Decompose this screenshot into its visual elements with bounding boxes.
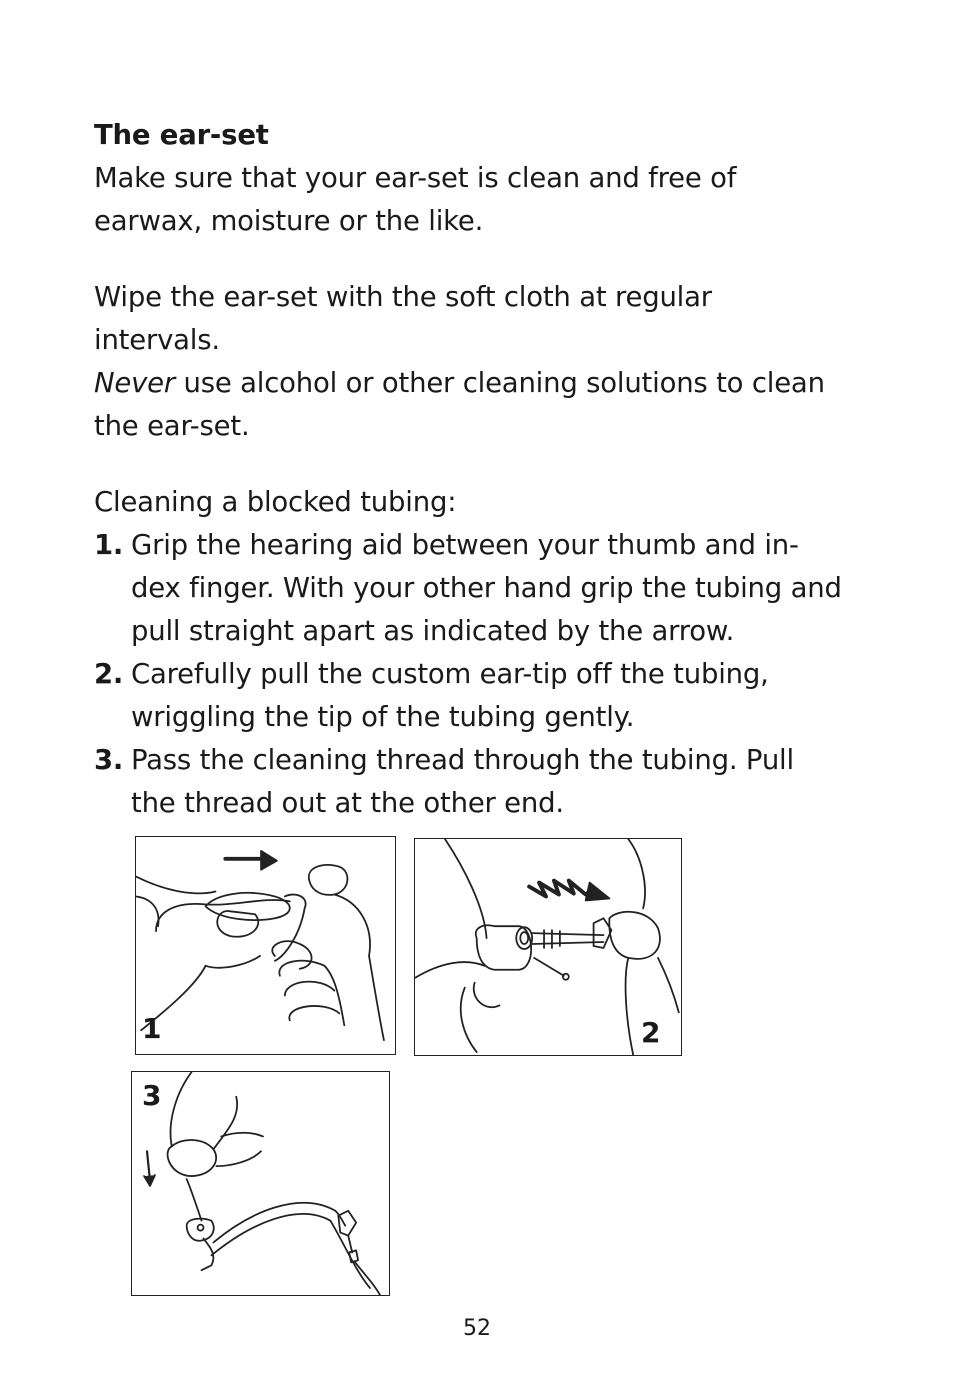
list-item [94, 524, 846, 653]
step-text: Carefully pull the custom ear-tip off the tubing, wriggling the tip of the tubing gently. [131, 658, 769, 733]
steps-intro: Cleaning a blocked tubing: [94, 486, 457, 518]
figure-label: 3 [142, 1079, 162, 1112]
step-text: Grip the hearing aid between your thumb and in-dex finger. With your other hand grip the tubing and pull straight apart as indicated by the arrow. [131, 529, 842, 647]
list-item [94, 739, 846, 825]
step-number: 3. [94, 744, 124, 776]
section-heading: The ear-set [94, 119, 269, 151]
steps-list [94, 524, 846, 825]
paragraph-clean: Make sure that your ear-set is clean and free of earwax, moisture or the like. [94, 162, 737, 237]
paragraph-wipe-line1: Wipe the ear-set with the soft cloth at regular intervals. [94, 281, 712, 356]
paragraph-wipe-rest: Never use alcohol or other cleaning solutions to clean the ear-set. [94, 367, 825, 442]
never-emphasis: Never [94, 367, 175, 399]
figure-label: 1 [142, 1012, 162, 1045]
step-text: Pass the cleaning thread through the tubing. Pull the thread out at the other end. [131, 744, 794, 819]
figure-label: 2 [641, 1016, 661, 1049]
hand-grip-illustration [136, 837, 395, 1054]
cleaning-thread-illustration [132, 1072, 389, 1295]
figure-3 [131, 1071, 390, 1296]
step-number: 1. [94, 529, 124, 561]
page-number: 52 [463, 1316, 491, 1341]
text-block [94, 114, 846, 825]
figure-2 [414, 838, 682, 1056]
figure-1 [135, 836, 396, 1055]
paragraph-wipe [94, 276, 846, 448]
list-item [94, 653, 846, 739]
step-number: 2. [94, 658, 124, 690]
